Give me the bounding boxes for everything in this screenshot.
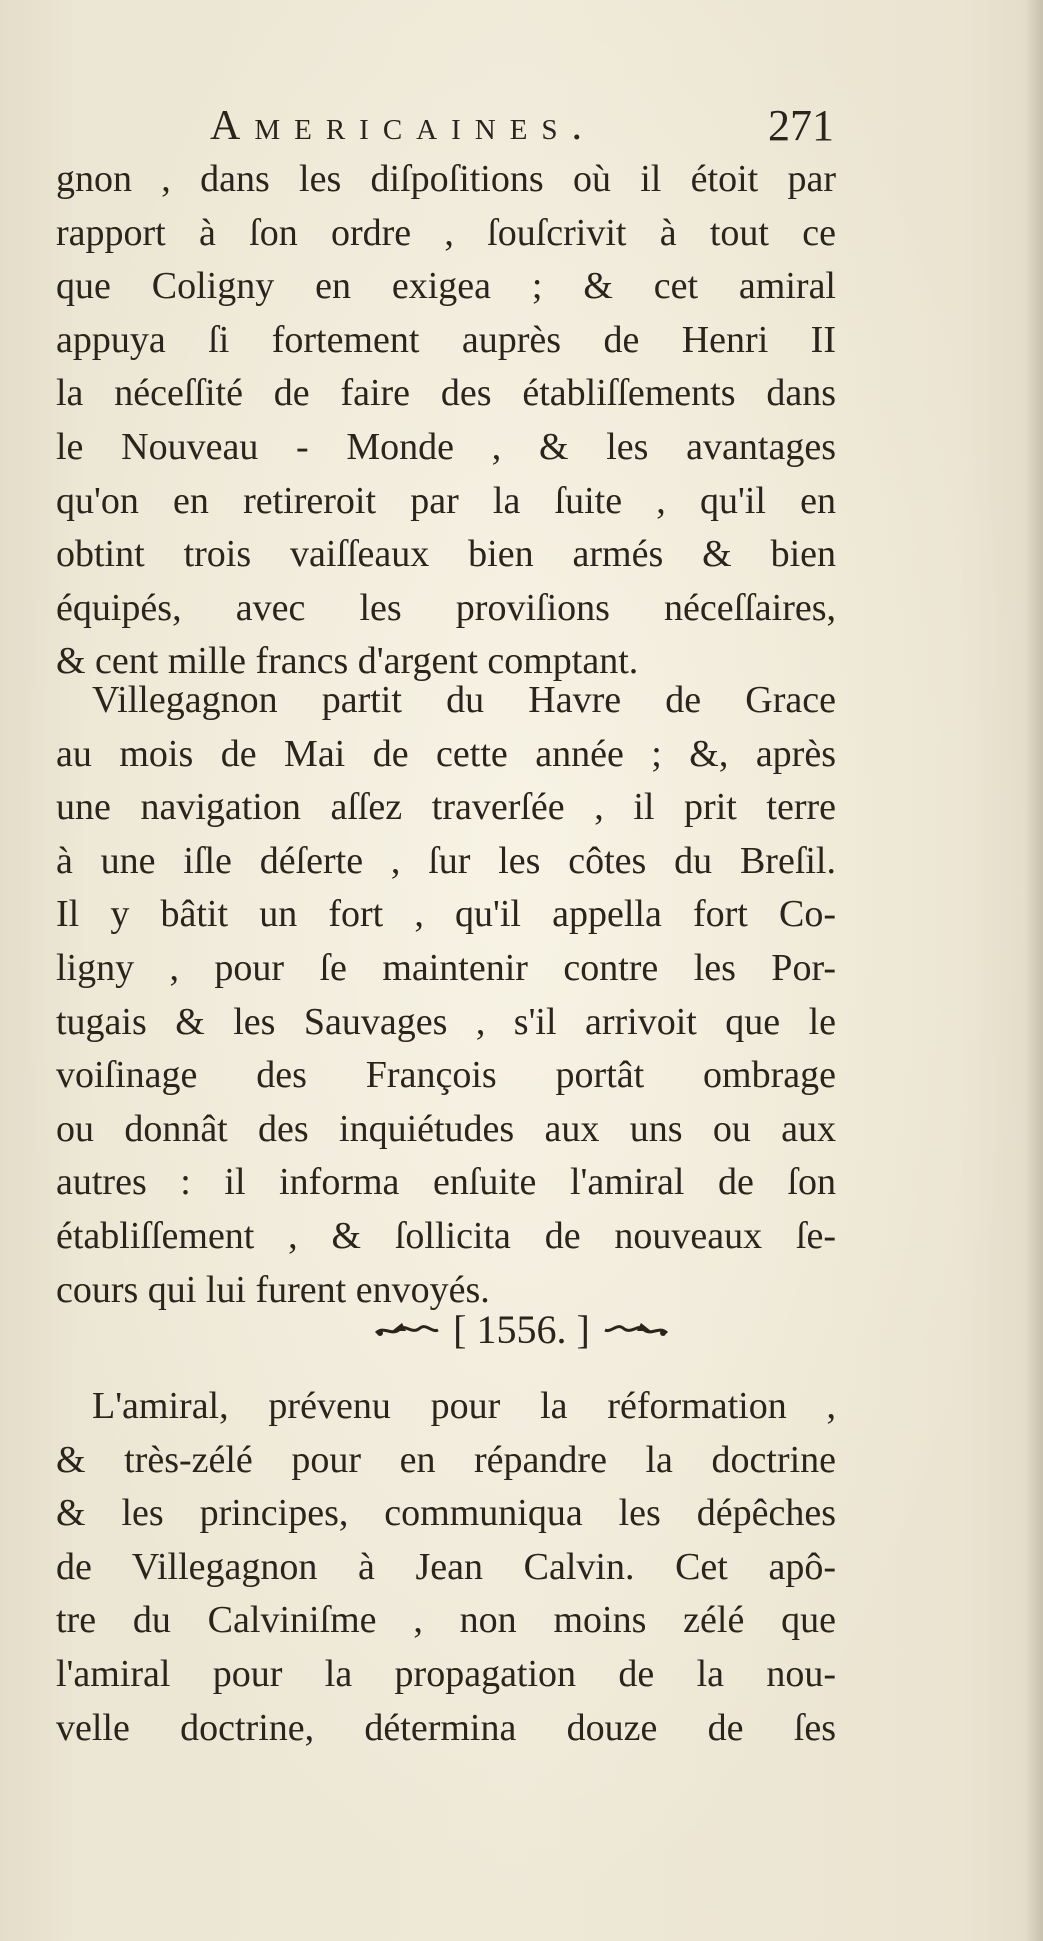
left-ornament-icon — [372, 1319, 442, 1341]
paragraph-1 — [56, 153, 836, 689]
text-line: ligny , pour ſe maintenir contre les Por- — [56, 946, 836, 989]
paragraph-3 — [56, 1380, 836, 1755]
running-title: Americaines. — [210, 103, 597, 149]
text-line: une navigation aſſez traverſée , il prit terre — [56, 786, 836, 829]
text-line: ou donnât des inquiétudes aux uns ou aux — [56, 1107, 836, 1150]
text-line: la néceſſité de faire des établiſſements dans — [56, 372, 836, 415]
text-line: l'amiral pour la propagation de la nou- — [56, 1652, 836, 1695]
year-marker — [0, 1300, 1043, 1360]
text-line: obtint trois vaiſſeaux bien armés & bien — [56, 533, 836, 576]
year-label: [ 1556. ] — [453, 1307, 590, 1352]
right-ornament-icon — [601, 1319, 671, 1341]
paragraph-2 — [56, 674, 836, 1317]
text-line: autres : il informa enſuite l'amiral de ſon — [56, 1161, 836, 1204]
text-line: gnon , dans les diſpoſitions où il étoit par — [56, 158, 836, 200]
text-line: équipés, avec les proviſions néceſſaires, — [56, 586, 836, 629]
text-line: qu'on en retireroit par la ſuite , qu'il en — [56, 479, 836, 522]
text-line: L'amiral, prévenu pour la réformation , — [92, 1385, 836, 1427]
text-line: établiſſement , & ſollicita de nouveaux ſe- — [56, 1214, 836, 1257]
text-line: & cent mille francs d'argent comptant. — [56, 640, 639, 683]
text-line: voiſinage des François portât ombrage — [56, 1054, 836, 1097]
text-line: Villegagnon partit du Havre de Grace — [92, 679, 836, 721]
text-line: cours qui lui furent envoyés. — [56, 1268, 490, 1311]
text-line: tre du Calviniſme , non moins zélé que — [56, 1599, 836, 1642]
text-line: que Coligny en exigea ; & cet amiral — [56, 265, 836, 308]
text-line: à une iſle déſerte , ſur les côtes du Breſil. — [56, 839, 836, 882]
text-line: & les principes, communiqua les dépêches — [56, 1492, 836, 1535]
text-line: Il y bâtit un fort , qu'il appella fort Co- — [56, 893, 836, 936]
page-header — [0, 96, 1043, 156]
text-line: tugais & les Sauvages , s'il arrivoit que le — [56, 1000, 836, 1043]
text-line: appuya ſi fortement auprès de Henri II — [56, 318, 836, 361]
text-line: & très-zélé pour en répandre la doctrine — [56, 1438, 836, 1481]
page-number: 271 — [768, 101, 834, 150]
text-line: de Villegagnon à Jean Calvin. Cet apô- — [56, 1545, 836, 1588]
text-line: velle doctrine, détermina douze de ſes — [56, 1706, 836, 1749]
text-line: rapport à ſon ordre , ſouſcrivit à tout ce — [56, 211, 836, 254]
text-line: le Nouveau - Monde , & les avantages — [56, 425, 836, 468]
text-line: au mois de Mai de cette année ; &, après — [56, 732, 836, 775]
